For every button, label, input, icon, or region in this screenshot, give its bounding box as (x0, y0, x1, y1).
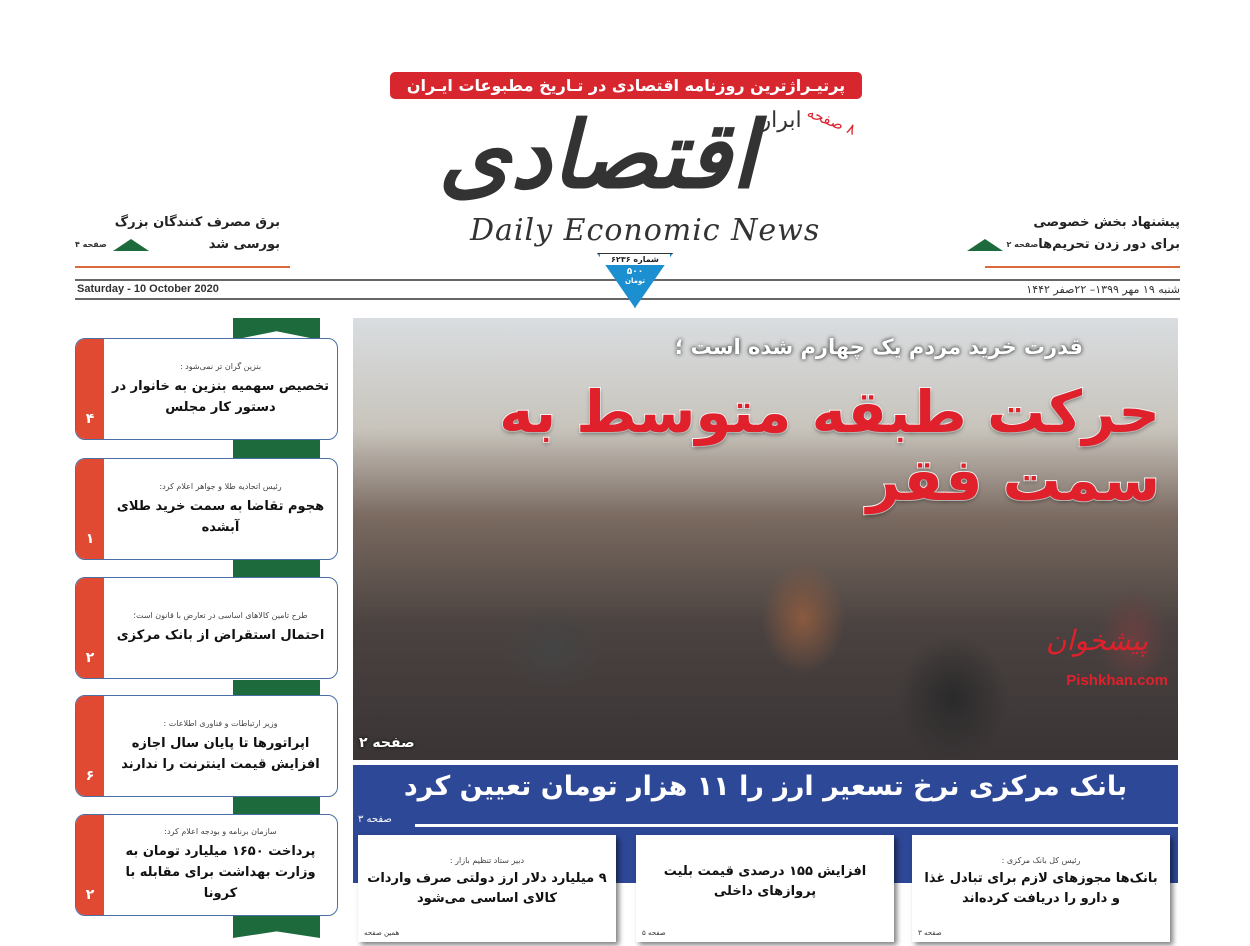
story-headline: بانک‌ها مجوزهای لازم برای تبادل غذا و دارو را دریافت کرده‌اند (924, 870, 1158, 906)
sidebar-story[interactable] (75, 577, 338, 679)
issue-number: شماره ۶۲۳۶ (600, 254, 670, 265)
banner-page: صفحه ۳ (358, 814, 392, 825)
divider (985, 266, 1180, 268)
date-persian: شنبه ۱۹ مهر ۱۳۹۹– ۲۲صفر ۱۴۴۲ (1026, 283, 1180, 296)
price (610, 267, 660, 286)
logo-abrar: ابرار (760, 108, 802, 133)
logo-persian: اقتصادی (438, 101, 757, 209)
story-kicker: طرح تامین کالاهای اساسی در تعارض با قانون است؛ (133, 611, 308, 620)
story-page: صفحه ۳ (918, 929, 942, 937)
watermark-logo: پیشخوان (1045, 624, 1148, 657)
banner-headline[interactable]: بانک مرکزی نرخ تسعیر ارز را ۱۱ هزار تومان تعیین کرد (403, 771, 1128, 802)
teaser-line: بورسی شد (208, 237, 280, 252)
page-number: ۶ (76, 696, 104, 796)
hero-photo[interactable] (353, 318, 1178, 760)
page-count: ۸ صفحه (804, 103, 859, 139)
story-page: صفحه ۵ (642, 929, 666, 937)
teaser-page: صفحه ۴ (75, 240, 107, 249)
price-currency: تومان (625, 277, 645, 285)
story-headline: احتمال استقراض از بانک مرکزی (116, 628, 325, 643)
triangle-icon (113, 239, 149, 251)
story-kicker: بنزین گران تر نمی‌شود : (179, 361, 262, 371)
sidebar-story[interactable] (75, 338, 338, 440)
ribbon (233, 680, 320, 695)
story-kicker: دبیر ستاد تنظیم بازار : (449, 855, 525, 865)
story-headline: پرداخت ۱۶۵۰ میلیارد تومان به وزارت بهداشت برای مقابله با کرونا (125, 844, 316, 901)
logo (440, 102, 800, 210)
sub-story[interactable] (912, 835, 1170, 942)
page-number: ۴ (76, 339, 104, 439)
rule-bottom (75, 298, 1180, 300)
tagline-banner: پرتیـراژترین روزنامه اقتصادی در تـاریخ مطبوعات ایـران (390, 72, 862, 99)
ribbon-bottom (233, 916, 320, 938)
story-headline: افزایش ۱۵۵ درصدی قیمت بلیت پروازهای داخلی (663, 863, 867, 899)
page-number: ۱ (76, 459, 104, 559)
teaser-line: برای دور زدن تحریم‌ها (1038, 237, 1180, 252)
sidebar-story[interactable] (75, 695, 338, 797)
sidebar-story[interactable] (75, 458, 338, 560)
story-headline: هجوم تقاضا به سمت خرید طلای آبشده (116, 498, 325, 535)
sidebar-story[interactable] (75, 814, 338, 916)
story-kicker: رئیس کل بانک مرکزی : (1001, 855, 1081, 865)
story-kicker: وزیر ارتباطات و فناوری اطلاعات : (163, 718, 278, 728)
triangle-icon (967, 239, 1003, 251)
story-headline: ۹ میلیارد دلار ارز دولتی صرف واردات کالای اساسی می‌شود (367, 870, 607, 906)
hero-kicker: قدرت خرید مردم یک چهارم شده است ؛ (674, 335, 1083, 359)
ribbon (233, 560, 320, 577)
logo-english: Daily Economic News (470, 213, 821, 248)
banner-divider (415, 824, 1178, 827)
ribbon-top (233, 318, 320, 340)
story-page: همین صفحه (364, 929, 400, 937)
teaser-line: برق مصرف کنندگان بزرگ (114, 215, 280, 230)
story-headline: تخصیص سهمیه بنزین به خانوار در دستور کار مجلس (111, 378, 329, 415)
page-number: ۲ (76, 578, 104, 678)
divider (75, 266, 290, 268)
date-english: Saturday - 10 October 2020 (77, 283, 219, 295)
teaser-line: پیشنهاد بخش خصوصی (1033, 215, 1180, 230)
sub-story[interactable] (636, 835, 894, 942)
hero-headline: حرکت طبقه متوسط به سمت فقر (499, 378, 1160, 514)
story-kicker: رئیس اتحادیه طلا و جواهر اعلام کرد: (159, 481, 282, 491)
teaser-page: صفحه ۲ (1006, 240, 1039, 249)
ribbon (233, 797, 320, 814)
sub-story[interactable] (358, 835, 616, 942)
teaser-right[interactable] (985, 212, 1180, 256)
hero-page: صفحه ۲ (359, 735, 415, 751)
page-number: ۲ (76, 815, 104, 915)
watermark-text: Pishkhan.com (1066, 672, 1168, 689)
ribbon (233, 440, 320, 458)
story-kicker: سازمان برنامه و بودجه اعلام کرد: (164, 827, 277, 836)
story-headline: اپراتورها تا پایان سال اجازه افزایش قیمت اینترنت را ندارند (121, 735, 320, 772)
teaser-left[interactable] (75, 212, 280, 256)
price-value: ۵۰۰ (626, 267, 644, 277)
